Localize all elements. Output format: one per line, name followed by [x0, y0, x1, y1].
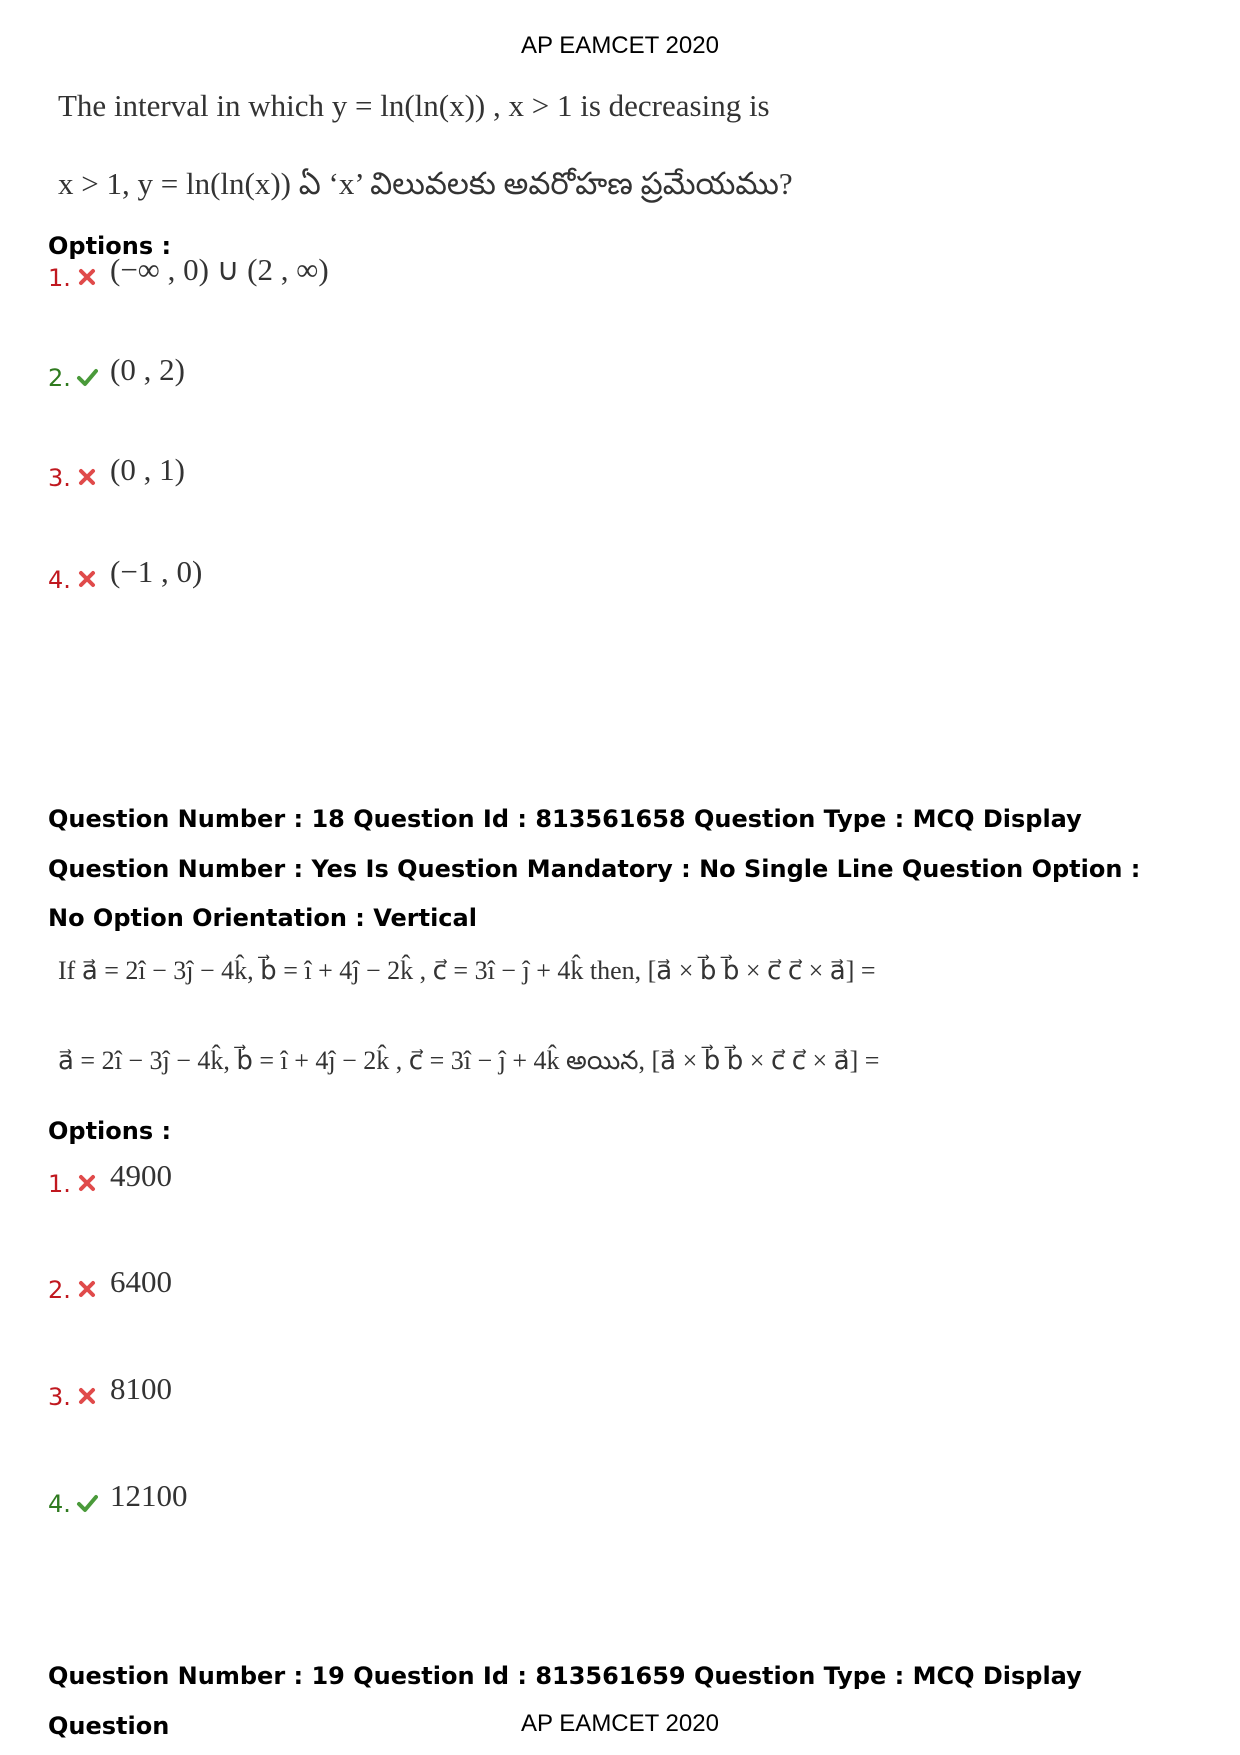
option-value: (−1 , 0) [110, 554, 203, 589]
question-meta: Question Number : 18 Question Id : 813561658 Question Type : MCQ Display Question Number : Yes Is Question Mandatory : No Single Line Question Option : No Option Orientation : Vertical [48, 805, 1141, 932]
question-text-telugu: a⃗ = 2î − 3ĵ − 4k̂, b⃗ = î + 4ĵ − 2k̂ , c⃗ = 3î − ĵ + 4k̂ అయిన, [a⃗ × b⃗ b⃗ × c⃗ c⃗ × a⃗] = [58, 1046, 880, 1075]
cross-icon [76, 266, 98, 288]
cross-icon [76, 1385, 98, 1407]
question-text-telugu: x > 1, y = ln(ln(x)) ఏ ‘x’ విలువలకు అవరోహణ ప్రమేయము? [58, 166, 793, 201]
option-number: 2. [48, 364, 71, 392]
option-value: 4900 [110, 1158, 172, 1193]
question-meta: Question Number : 19 Question Id : 813561659 Question Type : MCQ Display Question [48, 1662, 1082, 1740]
option-number: 1. [48, 1170, 71, 1198]
option-value: (−∞ , 0) ∪ (2 , ∞) [110, 252, 329, 287]
option-number: 1. [48, 264, 71, 292]
option-value: 8100 [110, 1371, 172, 1406]
options-heading: Options : [48, 1117, 172, 1145]
cross-icon [76, 1172, 98, 1194]
options-heading: Options : [48, 232, 172, 260]
option-number: 3. [48, 1383, 71, 1411]
check-icon [76, 1492, 98, 1514]
option-number: 4. [48, 1490, 71, 1518]
option-number: 3. [48, 464, 71, 492]
option-value: (0 , 2) [110, 352, 185, 387]
check-icon [76, 366, 98, 388]
option-value: (0 , 1) [110, 452, 185, 487]
option-number: 4. [48, 566, 71, 594]
page-header: AP EAMCET 2020 [521, 32, 719, 59]
page-footer: AP EAMCET 2020 [521, 1710, 719, 1737]
question-text-english: If a⃗ = 2î − 3ĵ − 4k̂, b⃗ = î + 4ĵ − 2k̂ , c⃗ = 3î − ĵ + 4k̂ then, [a⃗ × b⃗ b⃗ × c⃗ c⃗ × a⃗] = [58, 956, 876, 985]
option-value: 6400 [110, 1264, 172, 1299]
cross-icon [76, 568, 98, 590]
option-number: 2. [48, 1276, 71, 1304]
question-text-english: The interval in which y = ln(ln(x)) , x > 1 is decreasing is [58, 88, 770, 123]
cross-icon [76, 466, 98, 488]
cross-icon [76, 1278, 98, 1300]
option-value: 12100 [110, 1478, 188, 1513]
